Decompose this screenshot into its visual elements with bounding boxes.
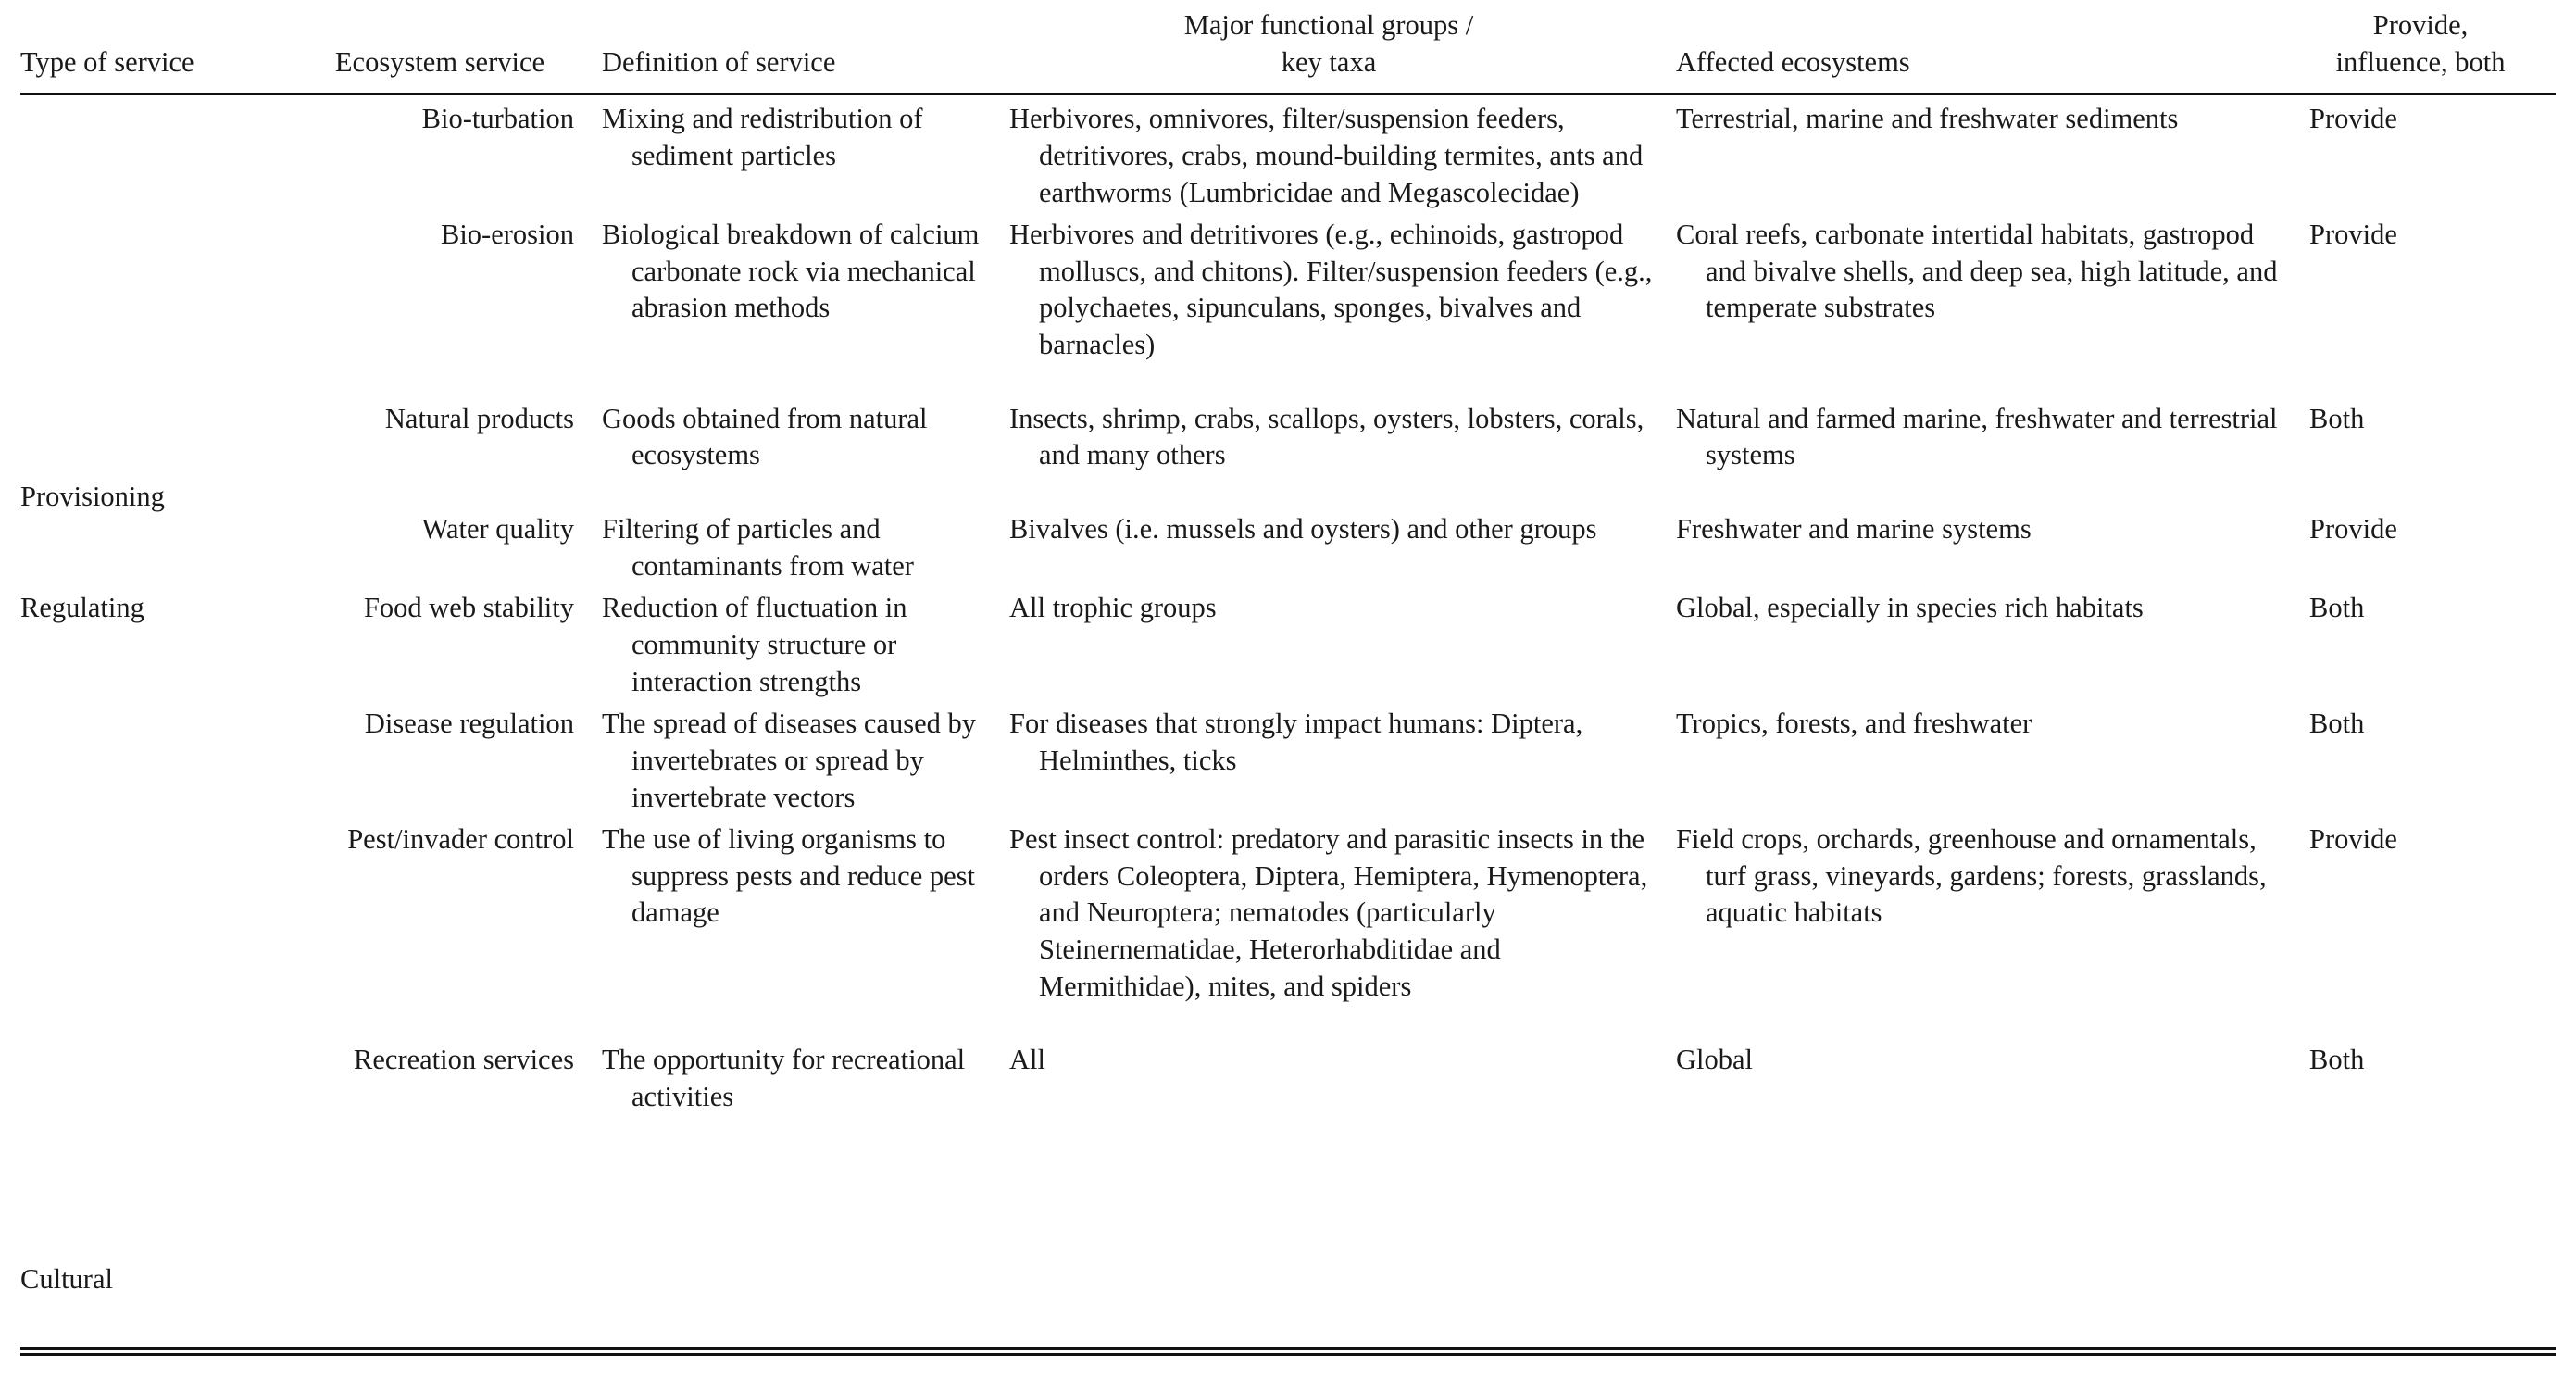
- cell-affected-ecosystems: Global, especially in species rich habitats: [1676, 592, 2144, 624]
- cell-definition: Reduction of fluctuation in community structure or interaction strengths: [602, 592, 907, 697]
- cell-type-of-service: [20, 506, 298, 584]
- cell-major-groups: Insects, shrimp, crabs, scallops, oysters, lobsters, corals, and many others: [1009, 402, 1644, 471]
- cell-ecosystem-service: Bio-erosion: [440, 219, 574, 251]
- cell-type-of-service: [20, 700, 298, 816]
- column-header-provide-influence-both: [2298, 0, 2556, 94]
- cell-major-groups: All: [1009, 1044, 1045, 1076]
- table-body: [20, 94, 2556, 1116]
- cell-affected-ecosystems: Global: [1676, 1044, 1754, 1076]
- column-header-definition-of-service: Definition of service: [594, 0, 1002, 94]
- cell-provide-influence-both: Both: [2309, 402, 2365, 434]
- table-row: [20, 395, 2556, 474]
- cell-ecosystem-service: Water quality: [421, 513, 574, 545]
- cell-type-of-service: [20, 1036, 298, 1115]
- cell-major-groups: All trophic groups: [1009, 592, 1217, 624]
- column-header-provide-influence-both-line1: Provide,: [2372, 9, 2469, 41]
- column-header-affected-ecosystems: Affected ecosystems: [1669, 0, 2298, 94]
- row-spacer: [20, 364, 2556, 395]
- column-header-ecosystem-service: Ecosystem service: [298, 0, 594, 94]
- table-header: [20, 0, 2556, 94]
- column-header-provide-influence-both-line2: influence, both: [2335, 45, 2506, 78]
- cell-type-of-service: [20, 211, 298, 364]
- cell-provide-influence-both: Both: [2309, 708, 2365, 740]
- cell-provide-influence-both: Provide: [2309, 823, 2397, 856]
- table-bottom-double-rule: [20, 1347, 2556, 1356]
- cell-type-of-service: [20, 816, 298, 1005]
- cell-type-of-service: [20, 94, 298, 211]
- table-row: [20, 700, 2556, 816]
- cell-major-groups: Herbivores, omnivores, filter/suspension feeders, detritivores, crabs, mound-building termites, ants and earthworms (Lumbricidae and Megascolecidae): [1009, 103, 1644, 208]
- cell-affected-ecosystems: Field crops, orchards, greenhouse and ornamentals, turf grass, vineyards, gardens; forests, grasslands, aquatic habitats: [1676, 823, 2267, 929]
- cell-provide-influence-both: Both: [2309, 592, 2365, 624]
- cell-definition: Biological breakdown of calcium carbonate rock via mechanical abrasion methods: [602, 219, 980, 324]
- header-row: [20, 0, 2556, 94]
- cell-major-groups: For diseases that strongly impact humans: Diptera, Helminthes, ticks: [1009, 708, 1583, 776]
- cell-definition: The use of living organisms to suppress pests and reduce pest damage: [602, 823, 975, 929]
- cell-affected-ecosystems: Natural and farmed marine, freshwater and terrestrial systems: [1676, 402, 2278, 471]
- cell-provide-influence-both: Provide: [2309, 513, 2397, 545]
- cell-type-of-service: [20, 395, 298, 474]
- cell-ecosystem-service: Recreation services: [354, 1044, 574, 1076]
- type-label-regulating: Regulating: [20, 592, 144, 623]
- cell-definition: Mixing and redistribution of sediment particles: [602, 103, 923, 171]
- cell-major-groups: Pest insect control: predatory and parasitic insects in the orders Coleoptera, Diptera, Hemiptera, Hymenoptera, and Neuroptera; nematodes (particularly Steinernematidae, Heterorhabditidae and Mermithidae), mites, and spiders: [1009, 823, 1648, 1002]
- table-row: [20, 1036, 2556, 1115]
- cell-ecosystem-service: Natural products: [384, 402, 574, 434]
- row-spacer: [20, 1005, 2556, 1036]
- type-label-cultural: Cultural: [20, 1263, 113, 1295]
- cell-provide-influence-both: Provide: [2309, 219, 2397, 251]
- ecosystem-services-table: [20, 0, 2556, 1116]
- cell-ecosystem-service: Food web stability: [363, 592, 574, 624]
- cell-affected-ecosystems: Freshwater and marine systems: [1676, 513, 2032, 545]
- cell-provide-influence-both: Provide: [2309, 103, 2397, 135]
- column-header-major-functional-groups-line1: Major functional groups /: [1183, 9, 1474, 41]
- type-label-provisioning: Provisioning: [20, 481, 165, 512]
- column-header-major-functional-groups-line2: key taxa: [1281, 45, 1377, 78]
- cell-ecosystem-service: Disease regulation: [364, 708, 574, 740]
- cell-major-groups: Herbivores and detritivores (e.g., echinoids, gastropod molluscs, and chitons). Filter/suspension feeders (e.g., polychaetes, sipunculans, sponges, bivalves and barnacles): [1009, 219, 1653, 361]
- cell-definition: Goods obtained from natural ecosystems: [602, 402, 928, 471]
- cell-major-groups: Bivalves (i.e. mussels and oysters) and other groups: [1009, 513, 1597, 545]
- column-header-major-functional-groups: [1002, 0, 1669, 94]
- cell-affected-ecosystems: Coral reefs, carbonate intertidal habitats, gastropod and bivalve shells, and deep sea, high latitude, and temperate substrates: [1676, 219, 2278, 324]
- cell-definition: Filtering of particles and contaminants from water: [602, 513, 914, 582]
- cell-definition: The opportunity for recreational activities: [602, 1044, 966, 1113]
- cell-ecosystem-service: Pest/invader control: [347, 823, 574, 856]
- cell-ecosystem-service: Bio-turbation: [421, 103, 574, 135]
- table-row: [20, 211, 2556, 364]
- table-row: [20, 584, 2556, 700]
- cell-definition: The spread of diseases caused by invertebrates or spread by invertebrate vectors: [602, 708, 976, 813]
- table-row: [20, 94, 2556, 211]
- cell-provide-influence-both: Both: [2309, 1044, 2365, 1076]
- table-row: [20, 506, 2556, 584]
- cell-affected-ecosystems: Terrestrial, marine and freshwater sediments: [1676, 103, 2179, 135]
- column-header-type-of-service: Type of service: [20, 0, 298, 94]
- table-row: [20, 816, 2556, 1005]
- cell-affected-ecosystems: Tropics, forests, and freshwater: [1676, 708, 2032, 740]
- row-spacer: [20, 474, 2556, 506]
